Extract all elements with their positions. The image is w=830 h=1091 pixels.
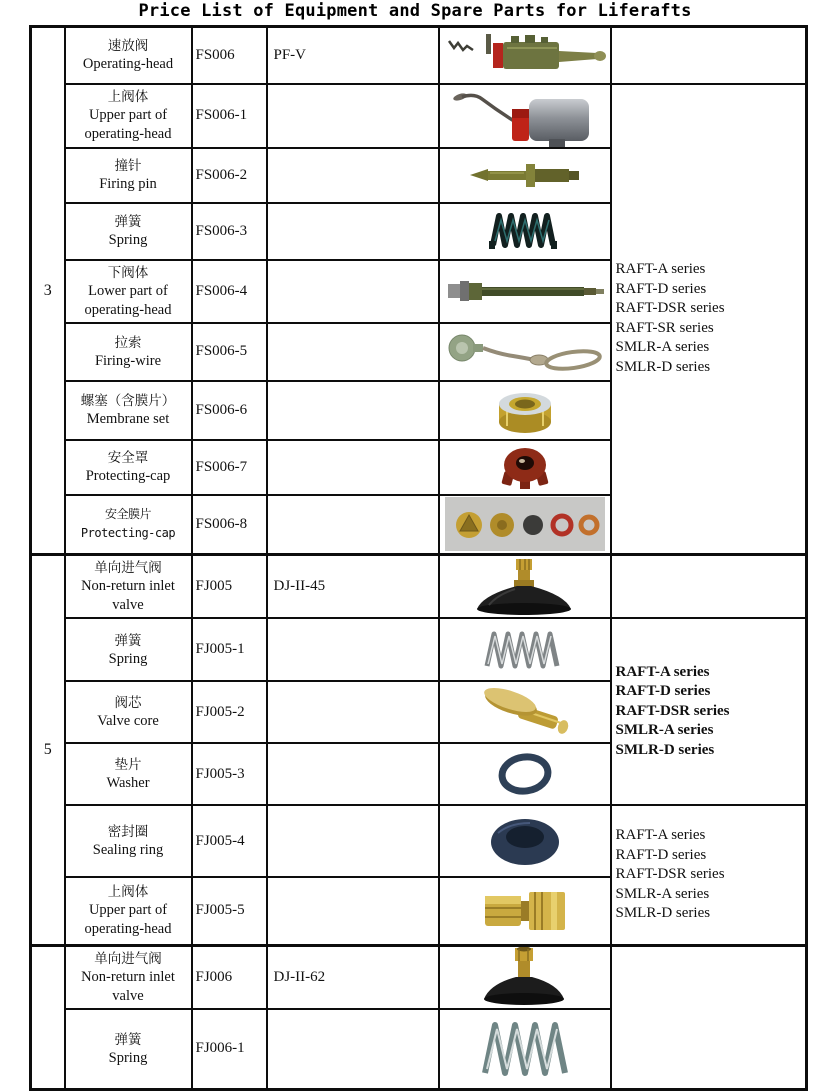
- code-cell: FS006-5: [192, 323, 267, 381]
- model-cell: [267, 148, 439, 203]
- model-cell: DJ-II-45: [267, 555, 439, 619]
- image-cell: [439, 743, 611, 805]
- image-cell: [439, 323, 611, 381]
- name-en: Upper part of operating-head: [84, 107, 172, 142]
- image-cell: [439, 877, 611, 945]
- valve-core-photo: [477, 683, 573, 741]
- code-cell: FS006-4: [192, 260, 267, 323]
- series-cell: RAFT-A series RAFT-D series RAFT-DSR series SMLR-A series SMLR-D series: [611, 805, 807, 945]
- name-zh: 螺塞（含膜片）: [80, 393, 176, 408]
- image-cell: [439, 555, 611, 619]
- name-cell: [65, 743, 192, 805]
- sealing-ring-photo: [484, 811, 566, 871]
- steel-spring-large-photo: [473, 1013, 577, 1085]
- code-cell: FJ005-5: [192, 877, 267, 945]
- model-cell: [267, 495, 439, 555]
- washer-photo: [492, 749, 558, 799]
- image-cell: [439, 381, 611, 440]
- code-cell: FJ005-1: [192, 618, 267, 681]
- model-cell: [267, 381, 439, 440]
- name-zh: 阀芯: [114, 695, 142, 710]
- name-cell: [65, 260, 192, 323]
- name-cell: [65, 1009, 192, 1090]
- code-cell: FJ005: [192, 555, 267, 619]
- section-number: 3: [31, 27, 65, 555]
- image-cell: [439, 27, 611, 84]
- protecting-cap-photo: [497, 442, 553, 492]
- inlet-valve-photo: [467, 557, 583, 617]
- image-cell: [439, 681, 611, 743]
- image-cell: [439, 805, 611, 877]
- image-cell: [439, 84, 611, 148]
- series-cell: RAFT-A series RAFT-D series RAFT-DSR series SMLR-A series SMLR-D series: [611, 618, 807, 805]
- name-cell: [65, 805, 192, 877]
- name-en: Membrane set: [86, 411, 170, 427]
- name-en: Firing pin: [99, 176, 157, 192]
- model-cell: [267, 260, 439, 323]
- code-cell: FJ005-2: [192, 681, 267, 743]
- name-en: Valve core: [97, 713, 159, 729]
- name-zh: 拉索: [114, 334, 142, 350]
- model-cell: PF-V: [267, 27, 439, 84]
- code-cell: FJ005-4: [192, 805, 267, 877]
- price-list-table: [29, 25, 808, 1091]
- name-en: Non-return inlet valve: [81, 578, 175, 613]
- upper-part-photo: [450, 85, 600, 147]
- inlet-valve-tall-photo: [472, 947, 578, 1007]
- section-number: [31, 945, 65, 1090]
- name-en: Spring: [108, 232, 148, 248]
- name-cell: [65, 203, 192, 260]
- model-cell: [267, 618, 439, 681]
- name-zh: 撞针: [114, 158, 142, 173]
- name-en: Protecting-cap: [80, 526, 176, 541]
- name-cell: [65, 618, 192, 681]
- image-cell: [439, 495, 611, 555]
- series-cell: [611, 555, 807, 619]
- code-cell: FS006-2: [192, 148, 267, 203]
- operating-head-photo: [441, 31, 609, 79]
- name-cell: [65, 877, 192, 945]
- name-zh: 弹簧: [114, 214, 142, 229]
- model-cell: [267, 681, 439, 743]
- code-cell: FJ006-1: [192, 1009, 267, 1090]
- name-en: Operating-head: [82, 56, 174, 73]
- model-cell: [267, 743, 439, 805]
- image-cell: [439, 618, 611, 681]
- name-zh: 安全罩: [107, 450, 149, 465]
- name-en: Non-return inlet valve: [81, 968, 175, 1004]
- name-cell: [65, 495, 192, 555]
- model-cell: [267, 1009, 439, 1090]
- series-cell: [611, 945, 807, 1090]
- code-cell: FS006-6: [192, 381, 267, 440]
- name-cell: [65, 945, 192, 1009]
- name-zh: 密封圈: [107, 824, 149, 839]
- name-zh: 速放阀: [107, 38, 149, 54]
- name-zh: 弹簧: [114, 1031, 142, 1047]
- name-zh: 上阀体: [107, 89, 149, 104]
- image-cell: [439, 945, 611, 1009]
- name-en: Lower part of operating-head: [84, 282, 172, 318]
- series-cell: RAFT-A series RAFT-D series RAFT-DSR series RAFT-SR series SMLR-A series SMLR-D series: [611, 84, 807, 555]
- image-cell: [439, 440, 611, 495]
- model-cell: [267, 84, 439, 148]
- model-cell: [267, 877, 439, 945]
- code-cell: FS006: [192, 27, 267, 84]
- code-cell: FS006-7: [192, 440, 267, 495]
- model-cell: [267, 440, 439, 495]
- series-cell: [611, 27, 807, 84]
- name-cell: [65, 555, 192, 619]
- name-cell: [65, 148, 192, 203]
- name-cell: [65, 323, 192, 381]
- image-cell: [439, 148, 611, 203]
- name-cell: [65, 381, 192, 440]
- dark-spring-photo: [483, 208, 567, 254]
- name-zh: 上阀体: [107, 884, 149, 900]
- name-cell: [65, 84, 192, 148]
- image-cell: [439, 1009, 611, 1090]
- name-zh: 弹簧: [114, 632, 142, 648]
- name-en: Firing-wire: [94, 352, 162, 369]
- model-cell: [267, 805, 439, 877]
- name-en: Spring: [108, 1049, 148, 1066]
- steel-spring-photo: [477, 624, 573, 676]
- name-zh: 单向进气阀: [94, 560, 162, 575]
- name-en: Upper part of operating-head: [84, 902, 172, 938]
- name-en: Protecting-cap: [85, 468, 171, 484]
- name-cell: [65, 440, 192, 495]
- name-en: Sealing ring: [92, 842, 164, 858]
- membrane-parts-photo: [445, 497, 605, 551]
- code-cell: FS006-8: [192, 495, 267, 555]
- firing-pin-photo: [460, 161, 590, 189]
- membrane-set-photo: [493, 382, 557, 438]
- name-zh: 单向进气阀: [94, 950, 162, 966]
- lower-part-photo: [440, 275, 611, 307]
- image-cell: [439, 203, 611, 260]
- name-en: Washer: [106, 775, 150, 791]
- name-en: Spring: [108, 650, 148, 667]
- code-cell: FS006-1: [192, 84, 267, 148]
- name-cell: [65, 27, 192, 84]
- code-cell: FJ005-3: [192, 743, 267, 805]
- code-cell: FS006-3: [192, 203, 267, 260]
- model-cell: [267, 203, 439, 260]
- page-title: Price List of Equipment and Spare Parts for Liferafts: [138, 1, 692, 21]
- name-zh: 垫片: [114, 757, 142, 772]
- name-zh: 下阀体: [107, 264, 149, 280]
- section-number: 5: [31, 555, 65, 946]
- code-cell: FJ006: [192, 945, 267, 1009]
- image-cell: [439, 260, 611, 323]
- name-cell: [65, 681, 192, 743]
- firing-wire-photo: [442, 330, 608, 374]
- model-cell: DJ-II-62: [267, 945, 439, 1009]
- model-cell: [267, 323, 439, 381]
- brass-fitting-photo: [477, 886, 573, 936]
- name-zh: 安全膜片: [104, 507, 151, 522]
